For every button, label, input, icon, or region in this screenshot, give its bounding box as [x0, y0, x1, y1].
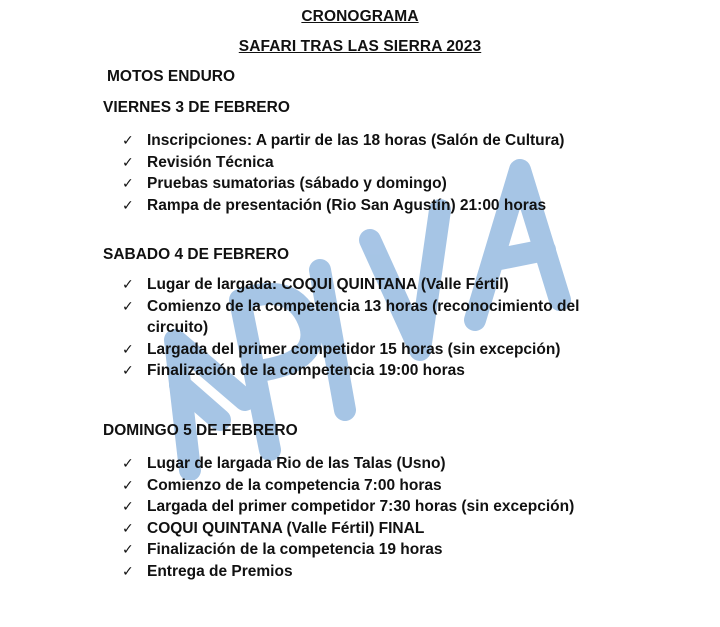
- item-text: COQUI QUINTANA (Valle Fértil) FINAL: [147, 519, 425, 537]
- list-item: [0, 274, 627, 296]
- list-item: [0, 496, 627, 518]
- check-icon: ✓: [122, 562, 134, 579]
- item-text: Largada del primer competidor 7:30 horas (sin excepción): [147, 498, 575, 515]
- list-item: [0, 130, 627, 152]
- item-text: Entrega de Premios: [147, 562, 293, 580]
- day-heading-saturday: SABADO 4 DE FEBRERO: [103, 246, 290, 263]
- item-text: Revisión Técnica: [147, 153, 274, 171]
- check-icon: ✓: [122, 362, 134, 378]
- check-icon: ✓: [122, 276, 134, 292]
- list-item: [0, 539, 627, 561]
- item-text: Lugar de largada Rio de las Talas (Usno): [147, 455, 446, 472]
- document-title: CRONOGRAMA: [301, 8, 419, 25]
- item-text: Finalización de la competencia 19 horas: [147, 541, 443, 558]
- list-item: [0, 518, 627, 540]
- check-icon: ✓: [122, 340, 134, 357]
- list-item: [0, 173, 627, 195]
- check-icon: ✓: [122, 498, 134, 514]
- check-icon: ✓: [122, 455, 134, 471]
- check-icon: ✓: [122, 132, 134, 148]
- list-item: [0, 453, 627, 475]
- item-text: Inscripciones: A partir de las 18 horas (Salón de Cultura): [147, 132, 565, 149]
- document-subtitle: SAFARI TRAS LAS SIERRA 2023: [238, 38, 482, 55]
- item-text: Rampa de presentación (Rio San Agustín) 21:00 horas: [147, 196, 547, 214]
- check-icon: ✓: [122, 519, 134, 536]
- day-heading-friday: VIERNES 3 DE FEBRERO: [103, 99, 290, 116]
- category-heading: MOTOS ENDURO: [107, 68, 236, 85]
- list-item: [0, 195, 627, 217]
- item-text: Largada del primer competidor 15 horas (sin excepción): [147, 340, 561, 358]
- list-item: [0, 360, 627, 382]
- schedule-list-sunday: [0, 453, 720, 582]
- item-text: Pruebas sumatorias (sábado y domingo): [147, 175, 447, 192]
- item-text: Comienzo de la competencia 13 horas (reconocimiento del circuito): [147, 297, 580, 336]
- check-icon: ✓: [122, 476, 134, 493]
- schedule-list-friday: [0, 130, 720, 216]
- day-heading-sunday: DOMINGO 5 DE FEBRERO: [103, 422, 298, 439]
- list-item: [0, 152, 627, 174]
- check-icon: ✓: [122, 196, 134, 213]
- check-icon: ✓: [122, 541, 134, 557]
- schedule-list-saturday: [0, 274, 720, 382]
- item-text: Lugar de largada: COQUI QUINTANA (Valle Fértil): [147, 276, 509, 293]
- list-item: [0, 561, 627, 583]
- check-icon: ✓: [122, 153, 134, 170]
- list-item: [0, 296, 627, 339]
- list-item: [0, 475, 627, 497]
- item-text: Comienzo de la competencia 7:00 horas: [147, 476, 442, 494]
- list-item: [0, 339, 627, 361]
- check-icon: ✓: [122, 297, 134, 314]
- check-icon: ✓: [122, 175, 134, 191]
- item-text: Finalización de la competencia 19:00 horas: [147, 362, 465, 379]
